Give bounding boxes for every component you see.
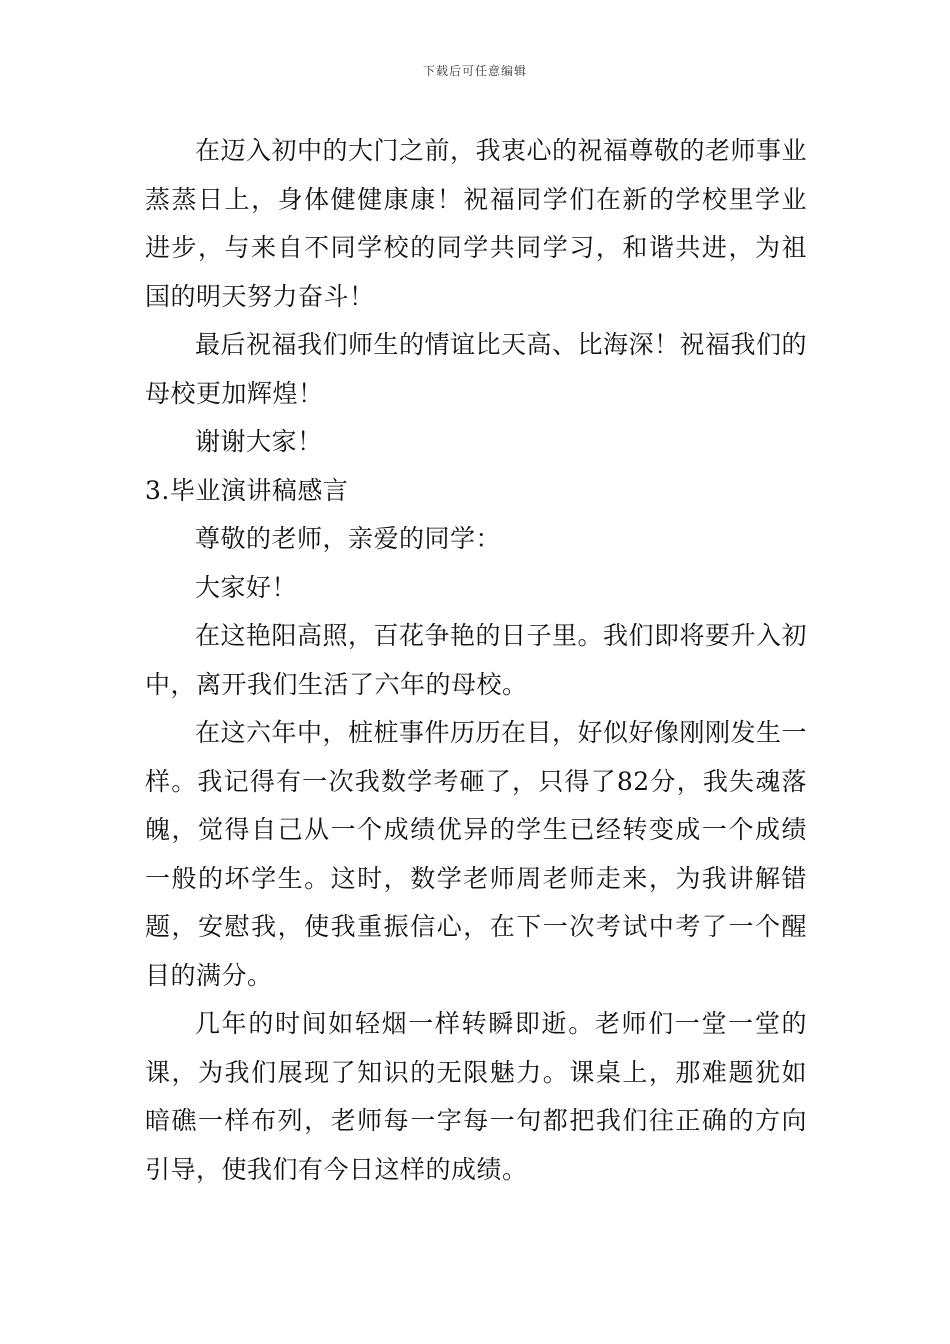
paragraph-intro: 在这艳阳高照，百花争艳的日子里。我们即将要升入初中，离开我们生活了六年的母校。	[145, 621, 808, 699]
paragraph-greeting: 大家好！	[195, 572, 298, 602]
section-heading: 3.毕业演讲稿感言	[145, 475, 349, 505]
paragraph-thanks: 谢谢大家！	[195, 427, 323, 456]
document-body	[145, 127, 807, 1194]
paragraph-memory: 在这六年中，桩桩事件历历在目，好似好像刚刚发生一样。我记得有一次我数学考砸了，只得了82分，我失魂落魄，觉得自己从一个成绩优异的学生已经转变成一个成绩一般的坏学生。这时，数学老师周老师走来，为我讲解错题，安慰我，使我重振信心，在下一次考试中考了一个醒目的满分。	[145, 718, 808, 990]
paragraph-salutation: 尊敬的老师，亲爱的同学：	[195, 524, 502, 553]
paragraph-time: 几年的时间如轻烟一样转瞬即逝。老师们一堂一堂的课，为我们展现了知识的无限魅力。课桌上，那难题犹如暗礁一样布列，老师每一字每一句都把我们往正确的方向引导，使我们有今日这样的成绩。	[145, 1009, 807, 1184]
page-header: 下载后可任意编辑	[422, 64, 527, 78]
paragraph-blessing: 在迈入初中的大门之前，我衷心的祝福尊敬的老师事业蒸蒸日上，身体健健康康！祝福同学们在新的学校里学业进步，与来自不同学校的同学共同学习，和谐共进，为祖国的明天努力奋斗！	[145, 136, 808, 311]
paragraph-final-wish: 最后祝福我们师生的情谊比天高、比海深！祝福我们的母校更加辉煌！	[145, 330, 808, 408]
